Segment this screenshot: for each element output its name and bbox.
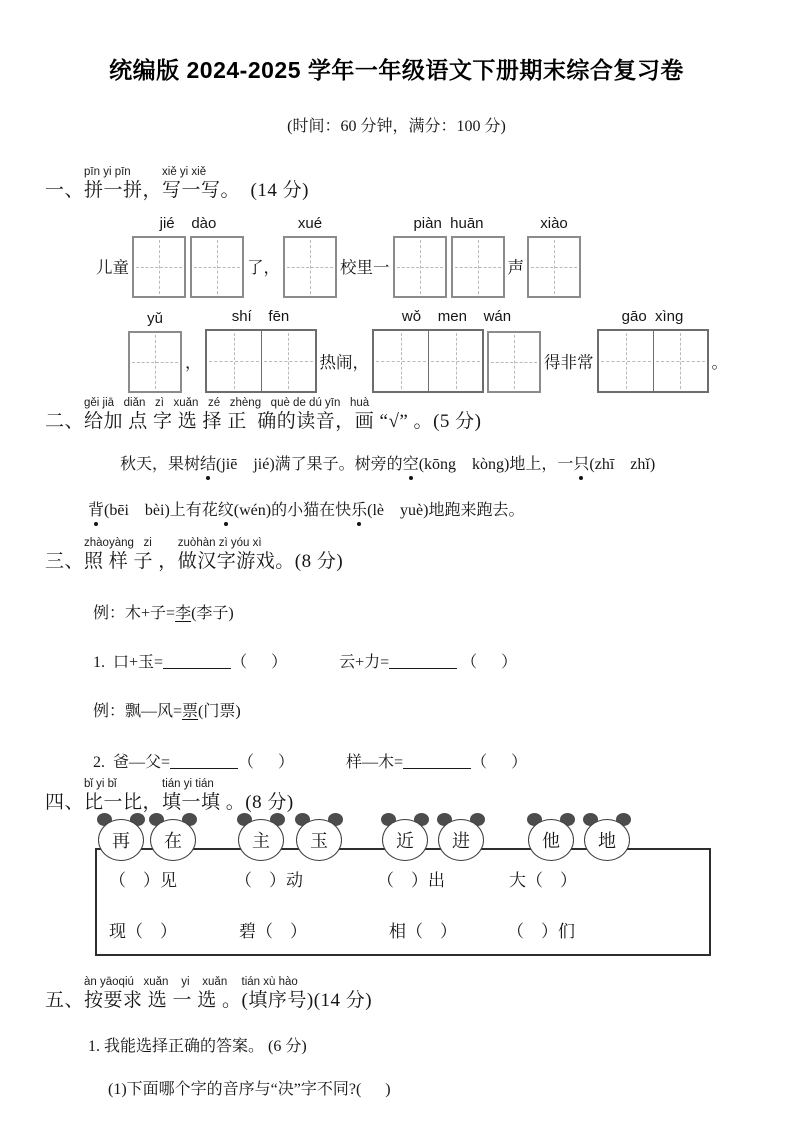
section3-example2: 例：飘—风=票(门票) [93,702,241,720]
writing-group-gaoxing [597,308,709,393]
section5-question1-1: (1)下面哪个字的音序与“决”字不同?( ) [108,1080,391,1098]
panda-icon-ta: 他 [528,819,574,861]
panda-icon-jin2: 进 [438,819,484,861]
writing-box [190,236,244,298]
writing-group-jiedao [132,215,244,298]
section3-question1: 1. 口+玉= （ ） 云+力= （ ） [93,653,518,671]
writing-group-women-wan [372,308,541,393]
pinyin-xue: xué [297,214,323,232]
fill-item: （ ）出 [377,870,445,890]
writing-cell [653,331,707,391]
writing-box [527,236,581,298]
section3-number: 三、 [45,550,85,572]
row1-label-xiaoliyi: 校里一 [340,257,390,277]
pinyin-pian-huan: piàn huān [413,214,484,232]
page-title: 统编版 2024-2025 学年一年级语文下册期末综合复习卷 [109,57,684,83]
writing-box [132,236,186,298]
pinyin-zuohanziyouxi: zuòhàn zì yóu xì [177,536,262,549]
writing-box [487,331,541,393]
fill-item: 相（ ） [389,921,457,941]
pinyin-anyaoqiu-xuanyixuan: àn yāoqiú xuǎn yi xuǎn [84,975,228,988]
writing-group-pianhuan [393,215,505,298]
row2-label-defeichang: 得非常 [544,352,594,372]
panda-icon-di: 地 [584,819,630,861]
row2-label-renao: 热闹， [319,352,369,372]
writing-cell [207,331,261,391]
pinyin-section2: gěi jiā diǎn zì xuǎn zé zhèng què de dú yīn huà [84,396,370,409]
section2-number: 二、 [45,411,85,433]
section4-heading [45,778,793,815]
writing-grid-2cell [597,329,709,393]
writing-group-xue [283,215,337,298]
answer-blank [163,652,231,669]
section1-heading [45,166,793,203]
fill-in-box [95,848,711,956]
panda-icon-jin1: 近 [382,819,428,861]
section4-heading-seg1: bǐ yi bǐ 比一比， [84,777,163,813]
section3-score: (8 分) [294,550,344,572]
writing-cell [428,331,482,391]
writing-group-shifen [205,308,317,393]
fill-item: （ ）们 [507,921,575,941]
section4-heading-seg2: tián yi tián 填一填 。 [162,777,246,813]
dotted-char-zhi: 只 [573,455,590,473]
writing-cell [599,331,653,391]
exam-time-score-note: (时间：60 分钟，满分：100 分) [287,118,506,135]
section2-heading-seg: gěi jiā diǎn zì xuǎn zé zhèng què de dú yīn huà 给加 点 字 选 择 正 确的读音，画 “√” 。 [84,396,434,433]
writing-cell [374,331,428,391]
dotted-char-wen: 纹 [217,502,234,520]
underlined-answer-li: 李 [175,604,192,622]
panda-character-row [98,819,793,861]
writing-row-1 [93,215,793,298]
writing-grid-2cell [205,329,317,393]
dotted-char-kong: 空 [402,455,419,473]
section2-passage-line2: 背(bēi bèi)上有花纹(wén)的小猫在快乐(lè yuè)地跑来跑去。 [88,502,525,520]
pinyin-tianyitian: tián yi tián [162,777,214,790]
pinyin-gao-xing: gāo xìng [621,307,684,325]
writing-group-xiao [527,215,581,298]
section1-heading-seg2: xiě yi xiě 写一写。 [162,166,241,202]
fill-in-row-2 [109,917,699,942]
row2-comma: ， [185,352,202,372]
pinyin-wo-men-wan: wǒ men wán [401,307,512,325]
answer-blank [403,752,471,769]
panda-icon-yu: 玉 [296,819,342,861]
panda-icon-zai2: 在 [150,819,196,861]
dotted-char-le: 乐 [351,502,368,520]
pinyin-jie-dao: jié dào [159,214,217,232]
section5-number: 五、 [45,989,85,1011]
section3-heading-seg2: zuòhàn zì yóu xì 做汉字游戏。 [177,536,295,572]
fill-item: 现（ ） [109,921,177,941]
section3-example1: 例：木+子=李(李子) [93,604,234,622]
fill-in-row-1 [109,866,699,891]
writing-grid-2cell [372,329,484,393]
pinyin-tianxuhao: tián xù hào [241,975,298,988]
answer-blank [389,652,457,669]
writing-group-yu [128,310,182,393]
section5-heading-seg2: tián xù hào (填序号) [241,975,314,1011]
section5-question1: 1. 我能选择正确的答案。 (6 分) [88,1037,307,1055]
writing-cell [261,331,315,391]
section1-score: (14 分) [240,180,309,202]
row1-label-le: 了， [247,257,280,277]
pinyin-xiao: xiào [540,214,568,232]
writing-box [283,236,337,298]
writing-box [393,236,447,298]
section2-passage-line1: 秋天，果树结(jiē jié)满了果子。树旁的空(kōng kòng)地上，一只(zhī zhǐ) [120,455,656,473]
pinyin-biyibi: bǐ yi bǐ [84,777,117,790]
pinyin-yu: yǔ [147,309,163,327]
section1-heading-seg1: pīn yi pīn 拼一拼， [84,166,163,202]
fill-item: （ ）动 [235,870,303,890]
panda-icon-zai1: 再 [98,819,144,861]
writing-row-2 [128,308,793,393]
pinyin-zhaoyangzi: zhàoyàng zi [84,536,152,549]
row1-label-sheng: 声 [507,257,524,277]
section2-heading [45,397,793,434]
section4-score: (8 分) [245,791,294,813]
writing-box [128,331,182,393]
dotted-char-bei: 背 [88,502,105,520]
dotted-char-jie: 结 [200,455,217,473]
pinyin-shi-fen: shí fēn [231,307,290,325]
section5-heading-seg1: àn yāoqiú xuǎn yi xuǎn 按要求 选 一 选 。 [84,975,242,1011]
row1-label-ertong: 儿童 [96,257,129,277]
fill-item: （ ）见 [109,870,177,890]
underlined-answer-piao: 票 [182,702,199,720]
answer-blank [170,752,238,769]
fill-item: 大（ ） [509,870,577,890]
section5-score: (14 分) [313,989,373,1011]
pinyin-xie-yi-xie: xiě yi xiě [162,166,207,178]
section2-score: (5 分) [433,411,482,433]
pinyin-pin-yi-pin: pīn yi pīn [84,166,131,178]
section3-heading [45,537,793,574]
section3-heading-seg1: zhàoyàng zi 照 样 子 ， [84,536,178,572]
row2-period: 。 [711,352,728,372]
section5-heading [45,976,793,1013]
panda-icon-zhu: 主 [238,819,284,861]
section4-number: 四、 [45,791,85,813]
fill-item: 碧（ ） [239,921,307,941]
writing-box [451,236,505,298]
section1-number: 一、 [45,180,85,202]
section3-question2: 2. 爸—父= （ ） 样—木= （ ） [93,753,528,771]
